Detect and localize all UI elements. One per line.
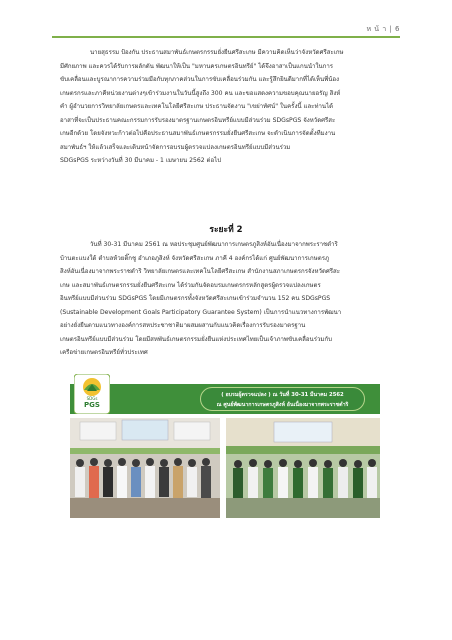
group-photo-right	[226, 418, 380, 518]
text-line: เครือข่ายเกษตรอินทรีย์ทั่วประเทศ	[60, 349, 148, 356]
logo-text: PGS	[84, 401, 100, 409]
section-heading: ระยะที่ 2	[209, 225, 243, 235]
logo-sub-text: SDGs	[86, 396, 98, 401]
text-line: คำ ผู้อำนวยการวิทยาลัยเกษตรและเทคโนโลยีศรีสะเกษ ประธานจัดงาน "เขย่าทัศน์" ในครั้งนี้ และท่านได้	[60, 103, 334, 110]
text-line: อย่างยั่งยืนตามแนวทางองค์การสหประชาชาติมาผสมผสานกับแนวคิดเรื่องการรับรองมาตรฐาน	[60, 322, 306, 329]
text-line: เกษอีกด้วย โดยจังหวะก้าวต่อไปคือประธานสมาพันธ์เกษตรกรรมยั่งยืนศรีสะเกษ จะดำเนินการจัดตั้งทีมงาน	[60, 130, 336, 137]
banner-line-2: ณ ศูนย์พัฒนาการเกษตรภูสิงห์ อันเนื่องมาจากพระราชดำริ	[216, 402, 349, 408]
text-line: เกษตรอินทรีย์แบบมีส่วนร่วม โดยมีสหพันธ์เกษตรกรรมยั่งยืนแห่งประเทศไทยเป็นเจ้าภาพขับเคลื่อนร่วมกับ	[60, 335, 332, 343]
text-line: เกษตรกรและภาคีหน่วยงานต่างๆเข้าร่วมงานในวันนี้สูงถึง 300 คน และขอแสดงความขอบคุณนายอรัญ สิงห์	[60, 89, 341, 97]
paragraph-1	[60, 46, 392, 168]
text-line: นายสุธรรม ป้องกัน ประธานสมาพันธ์เกษตรกรรมยั่งยืนศรีสะเกษ มีความคิดเห็นว่าจังหวัดศรีสะเกษ	[90, 49, 344, 56]
photo-collage	[70, 374, 380, 519]
text-line: (Sustainable Development Goals Participatory Guarantee System) เป็นการนำแนวทางการพัฒนา	[60, 308, 342, 316]
event-banner	[200, 387, 365, 411]
page-header	[52, 24, 400, 38]
text-line: ขับเคลื่อนและบูรณาการความร่วมมือกับทุกภาคส่วนในการขับเคลื่อนร่วมกัน และรู้สึกยินดีมากที่ได้เห็นพี่น้อง	[60, 76, 340, 83]
text-line: เกษ และสมาพันธ์เกษตรกรรมยั่งยืนศรีสะเกษ ได้ร่วมกันจัดอบรมเกษตรกรหลักสูตรผู้ตรวจแปลงเกษตร	[60, 281, 321, 289]
page-number: ห น้ า | 6	[366, 25, 400, 33]
text-line: อาสาที่จะเป็นประธานคณะกรรมการรับรองมาตรฐานเกษตรอินทรีย์แบบมีส่วนร่วม SDGsPGS จังหวัดศรีสะ	[60, 116, 336, 124]
text-line: อินทรีย์แบบมีส่วนร่วม SDGsPGS โดยมีเกษตรกรทั้งจังหวัดศรีสะเกษเข้าร่วมจำนวน 152 คน SDGsPGS	[60, 295, 331, 302]
text-line: มีศักยภาพ และควรได้รับการผลักดัน พัฒนาให้เป็น "มหานครเกษตรอินทรีย์" ได้จึงอาสาเป็นแกนนำในการ	[60, 62, 334, 70]
text-line: สิงห์อันเนื่องมาจากพระราชดำริ วิทยาลัยเกษตรและเทคโนโลยีศรีสะเกษ สำนักงานสภาเกษตรกรจังหวัดศรีสะ	[60, 268, 341, 275]
group-photo-left	[70, 418, 220, 518]
text-line: สมาพันธ์ฯ ให้แล้วเสร็จและเดินหน้าจัดการอบรมผู้ตรวจแปลงเกษตรอินทรีย์แบบมีส่วนร่วม	[60, 143, 291, 151]
paragraph-2	[60, 238, 392, 360]
text-line: SDGsPGS ระหว่างวันที่ 30 มีนาคม - 1 เมษายน 2562 ต่อไป	[60, 157, 222, 164]
banner-line-1: ( อบรมผู้ตรวจแปลง ) ณ วันที่ 30-31 มีนาคม 2562	[221, 392, 344, 398]
pgs-logo	[74, 374, 110, 414]
text-line: บ้านตะแบงใต้ ตำบลห้วยติ๊กชู อำเภอภูสิงห์ จังหวัดศรีสะเกษ ภาคี 4 องค์กรได้แก่ ศูนย์พัฒนาการเกษตรภู	[60, 254, 329, 262]
text-line: วันที่ 30-31 มีนาคม 2561 ณ หอประชุมศูนย์พัฒนาการเกษตรภูสิงห์อันเนื่องมาจากพระราชดำริ	[90, 241, 338, 248]
